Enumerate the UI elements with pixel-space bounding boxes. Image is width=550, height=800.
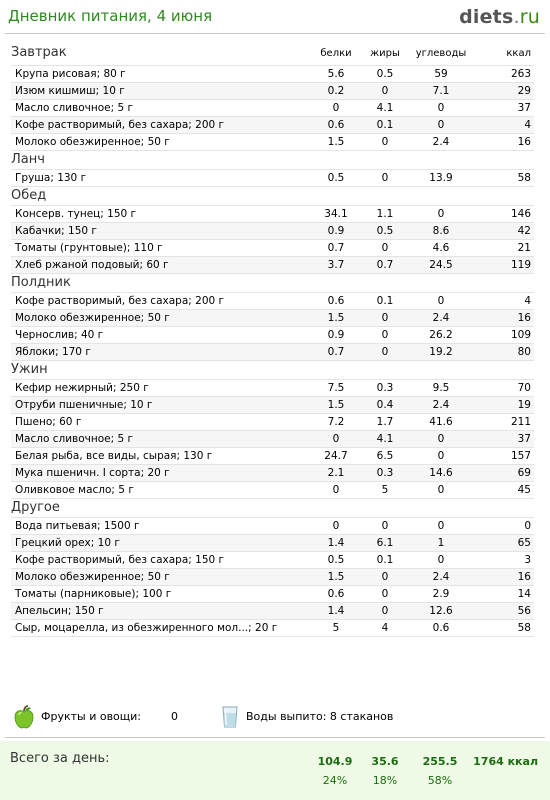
food-name: Молоко обезжиренное; 50 г [15, 136, 170, 148]
food-carbs: 0 [437, 520, 445, 532]
food-carbs: 4.6 [432, 242, 450, 254]
food-row [11, 205, 534, 222]
food-kcal: 19 [517, 399, 531, 411]
water-drunk-text: Воды выпито: 8 стаканов [246, 710, 394, 723]
food-carbs: 19.2 [429, 346, 453, 358]
food-carbs: 7.1 [432, 85, 450, 97]
food-protein: 24.7 [324, 450, 348, 462]
food-carbs: 2.9 [432, 588, 450, 600]
column-header-protein: белки [320, 48, 352, 59]
food-name: Чернослив; 40 г [15, 329, 104, 341]
food-fat: 0.3 [376, 382, 394, 394]
food-kcal: 70 [517, 382, 531, 394]
total-kcal: 1764 ккал [473, 755, 538, 768]
meal-section [11, 187, 534, 274]
food-fat: 0.3 [376, 467, 394, 479]
food-name: Мука пшеничн. I сорта; 20 г [15, 467, 170, 479]
food-fat: 0 [381, 588, 389, 600]
food-protein: 0.6 [327, 119, 345, 131]
food-protein: 3.7 [327, 259, 345, 271]
food-fat: 1.1 [376, 208, 394, 220]
food-fat: 6.1 [376, 537, 394, 549]
totals-label: Всего за день: [10, 751, 110, 766]
food-kcal: 69 [517, 467, 531, 479]
food-carbs: 59 [434, 68, 448, 80]
fat-percent: 18% [372, 774, 398, 787]
food-protein: 0 [332, 484, 340, 496]
food-carbs: 0 [437, 102, 445, 114]
logo-tld: ru [519, 6, 540, 28]
food-kcal: 29 [517, 85, 531, 97]
food-protein: 1.5 [327, 571, 345, 583]
total-fat: 35.6 [371, 755, 399, 768]
food-protein: 2.1 [327, 467, 345, 479]
food-name: Груша; 130 г [15, 172, 87, 184]
food-name: Молоко обезжиренное; 50 г [15, 312, 170, 324]
food-name: Изюм кишмиш; 10 г [15, 85, 125, 97]
food-row [11, 222, 534, 239]
food-fat: 0 [381, 136, 389, 148]
food-row [11, 517, 534, 534]
food-row [11, 82, 534, 99]
food-carbs: 0 [437, 484, 445, 496]
meal-items [11, 205, 534, 274]
food-protein: 0.9 [327, 329, 345, 341]
food-protein: 0.5 [327, 172, 345, 184]
column-header-carbs: углеводы [415, 48, 467, 59]
meal-section [11, 499, 534, 637]
food-carbs: 8.6 [432, 225, 450, 237]
food-carbs: 2.4 [432, 399, 450, 411]
food-fat: 6.5 [376, 450, 394, 462]
food-name: Белая рыба, все виды, сырая; 130 г [15, 450, 213, 462]
logo-dot: . [513, 6, 520, 28]
food-kcal: 58 [517, 172, 531, 184]
food-protein: 0.6 [327, 588, 345, 600]
food-fat: 0.4 [376, 399, 394, 411]
food-protein: 34.1 [324, 208, 348, 220]
meal-title: Обед [11, 188, 47, 203]
meal-title: Другое [11, 500, 60, 515]
food-row [11, 481, 534, 498]
meal-title: Полдник [11, 275, 71, 290]
food-row [11, 447, 534, 464]
food-fat: 0 [381, 312, 389, 324]
food-carbs: 41.6 [429, 416, 453, 428]
food-fat: 0.1 [376, 295, 394, 307]
food-carbs: 13.9 [429, 172, 453, 184]
food-row [11, 602, 534, 619]
food-kcal: 4 [524, 119, 531, 131]
food-row [11, 256, 534, 273]
food-name: Оливковое масло; 5 г [15, 484, 134, 496]
food-kcal: 16 [517, 571, 531, 583]
food-name: Хлеб ржаной подовый; 60 г [15, 259, 169, 271]
page-header [8, 5, 543, 31]
meal-items [11, 65, 534, 151]
meal-section-header [11, 361, 534, 379]
food-fat: 4 [381, 622, 389, 634]
food-name: Масло сливочное; 5 г [15, 102, 134, 114]
meal-section [11, 274, 534, 361]
food-name: Томаты (парниковые); 100 г [15, 588, 172, 600]
food-row [11, 239, 534, 256]
food-protein: 1.5 [327, 136, 345, 148]
food-protein: 0 [332, 102, 340, 114]
total-protein: 104.9 [317, 755, 353, 768]
food-protein: 1.4 [327, 605, 345, 617]
food-name: Кофе растворимый, без сахара; 200 г [15, 295, 225, 307]
food-fat: 0 [381, 172, 389, 184]
meal-items [11, 379, 534, 499]
meal-title: Ужин [11, 362, 48, 377]
protein-percent: 24% [322, 774, 348, 787]
food-carbs: 0 [437, 208, 445, 220]
food-protein: 0 [332, 433, 340, 445]
food-name: Отруби пшеничные; 10 г [15, 399, 153, 411]
food-fat: 0 [381, 242, 389, 254]
food-fat: 0.5 [376, 225, 394, 237]
food-name: Томаты (грунтовые); 110 г [15, 242, 163, 254]
food-fat: 0.1 [376, 119, 394, 131]
food-name: Апельсин; 150 г [15, 605, 104, 617]
food-row [11, 413, 534, 430]
header-divider [5, 33, 545, 34]
logo-main: diets [459, 6, 514, 28]
food-kcal: 119 [510, 259, 531, 271]
food-carbs: 14.6 [429, 467, 453, 479]
meal-items [11, 292, 534, 361]
food-protein: 7.5 [327, 382, 345, 394]
food-protein: 7.2 [327, 416, 345, 428]
food-carbs: 0.6 [432, 622, 450, 634]
meal-section-header [11, 187, 534, 205]
meal-section-header [11, 151, 534, 169]
food-fat: 0 [381, 571, 389, 583]
food-kcal: 16 [517, 312, 531, 324]
food-kcal: 16 [517, 136, 531, 148]
food-kcal: 37 [517, 102, 531, 114]
food-carbs: 2.4 [432, 571, 450, 583]
food-row [11, 116, 534, 133]
food-name: Яблоки; 170 г [15, 346, 91, 358]
food-protein: 5.6 [327, 68, 345, 80]
food-kcal: 263 [510, 68, 531, 80]
food-protein: 1.5 [327, 399, 345, 411]
food-row [11, 568, 534, 585]
food-kcal: 0 [524, 520, 531, 532]
totals-divider [5, 737, 545, 738]
meal-items [11, 169, 534, 187]
food-name: Крупа рисовая; 80 г [15, 68, 126, 80]
food-carbs: 26.2 [429, 329, 453, 341]
food-kcal: 42 [517, 225, 531, 237]
fruits-value: 0 [171, 710, 178, 723]
meal-section [11, 45, 534, 151]
food-fat: 0.7 [376, 259, 394, 271]
food-row [11, 619, 534, 636]
food-fat: 4.1 [376, 102, 394, 114]
food-protein: 1.5 [327, 312, 345, 324]
food-row [11, 309, 534, 326]
food-name: Кефир нежирный; 250 г [15, 382, 149, 394]
food-protein: 0.7 [327, 242, 345, 254]
food-kcal: 45 [517, 484, 531, 496]
food-name: Кофе растворимый, без сахара; 200 г [15, 119, 225, 131]
meal-section [11, 151, 534, 187]
food-kcal: 58 [517, 622, 531, 634]
food-fat: 4.1 [376, 433, 394, 445]
food-row [11, 133, 534, 150]
food-row [11, 292, 534, 309]
food-kcal: 37 [517, 433, 531, 445]
food-carbs: 0 [437, 554, 445, 566]
extras-bar [11, 705, 534, 731]
food-kcal: 14 [517, 588, 531, 600]
carbs-percent: 58% [427, 774, 453, 787]
food-protein: 0.9 [327, 225, 345, 237]
food-row [11, 585, 534, 602]
meal-section-header [11, 45, 534, 65]
food-kcal: 146 [510, 208, 531, 220]
food-kcal: 157 [510, 450, 531, 462]
food-name: Кабачки; 150 г [15, 225, 97, 237]
food-carbs: 9.5 [432, 382, 450, 394]
food-name: Сыр, моцарелла, из обезжиренного мол...; 20 г [15, 622, 278, 634]
food-row [11, 464, 534, 481]
food-name: Масло сливочное; 5 г [15, 433, 134, 445]
food-protein: 5 [332, 622, 340, 634]
food-name: Грецкий орех; 10 г [15, 537, 120, 549]
food-carbs: 0 [437, 433, 445, 445]
food-protein: 1.4 [327, 537, 345, 549]
column-header-fat: жиры [370, 48, 400, 59]
food-name: Пшено; 60 г [15, 416, 82, 428]
meal-title: Завтрак [11, 45, 67, 60]
food-fat: 0.5 [376, 68, 394, 80]
food-carbs: 2.4 [432, 312, 450, 324]
meal-items [11, 517, 534, 637]
food-carbs: 0 [437, 450, 445, 462]
food-row [11, 551, 534, 568]
apple-icon [13, 705, 35, 732]
food-protein: 0.6 [327, 295, 345, 307]
food-kcal: 56 [517, 605, 531, 617]
food-diary-table [11, 45, 534, 637]
water-glass-icon [221, 705, 239, 732]
food-carbs: 0 [437, 119, 445, 131]
meal-section-header [11, 274, 534, 292]
page-title: Дневник питания, 4 июня [8, 7, 213, 25]
meal-section [11, 361, 534, 499]
food-carbs: 1 [437, 537, 445, 549]
food-kcal: 65 [517, 537, 531, 549]
food-name: Кофе растворимый, без сахара; 150 г [15, 554, 225, 566]
food-fat: 0.1 [376, 554, 394, 566]
food-carbs: 24.5 [429, 259, 453, 271]
food-kcal: 21 [517, 242, 531, 254]
food-fat: 0 [381, 329, 389, 341]
meal-title: Ланч [11, 152, 45, 167]
food-fat: 1.7 [376, 416, 394, 428]
food-kcal: 211 [510, 416, 531, 428]
food-protein: 0.5 [327, 554, 345, 566]
food-row [11, 396, 534, 413]
fruits-label: Фрукты и овощи: [41, 710, 141, 723]
food-name: Консерв. тунец; 150 г [15, 208, 137, 220]
food-carbs: 12.6 [429, 605, 453, 617]
food-carbs: 0 [437, 295, 445, 307]
food-fat: 0 [381, 346, 389, 358]
food-fat: 0 [381, 605, 389, 617]
food-row [11, 169, 534, 186]
food-fat: 5 [381, 484, 389, 496]
daily-totals [0, 741, 550, 800]
food-fat: 0 [381, 520, 389, 532]
food-kcal: 80 [517, 346, 531, 358]
total-carbs: 255.5 [422, 755, 458, 768]
food-kcal: 109 [510, 329, 531, 341]
food-name: Вода питьевая; 1500 г [15, 520, 140, 532]
site-logo[interactable] [459, 6, 540, 28]
food-protein: 0.2 [327, 85, 345, 97]
column-header-kcal: ккал [506, 48, 531, 59]
food-kcal: 4 [524, 295, 531, 307]
food-fat: 0 [381, 85, 389, 97]
food-protein: 0 [332, 520, 340, 532]
food-row [11, 379, 534, 396]
food-row [11, 99, 534, 116]
food-kcal: 3 [524, 554, 531, 566]
meal-section-header [11, 499, 534, 517]
food-name: Молоко обезжиренное; 50 г [15, 571, 170, 583]
food-row [11, 65, 534, 82]
food-protein: 0.7 [327, 346, 345, 358]
food-row [11, 430, 534, 447]
food-row [11, 534, 534, 551]
food-row [11, 326, 534, 343]
food-row [11, 343, 534, 360]
food-carbs: 2.4 [432, 136, 450, 148]
